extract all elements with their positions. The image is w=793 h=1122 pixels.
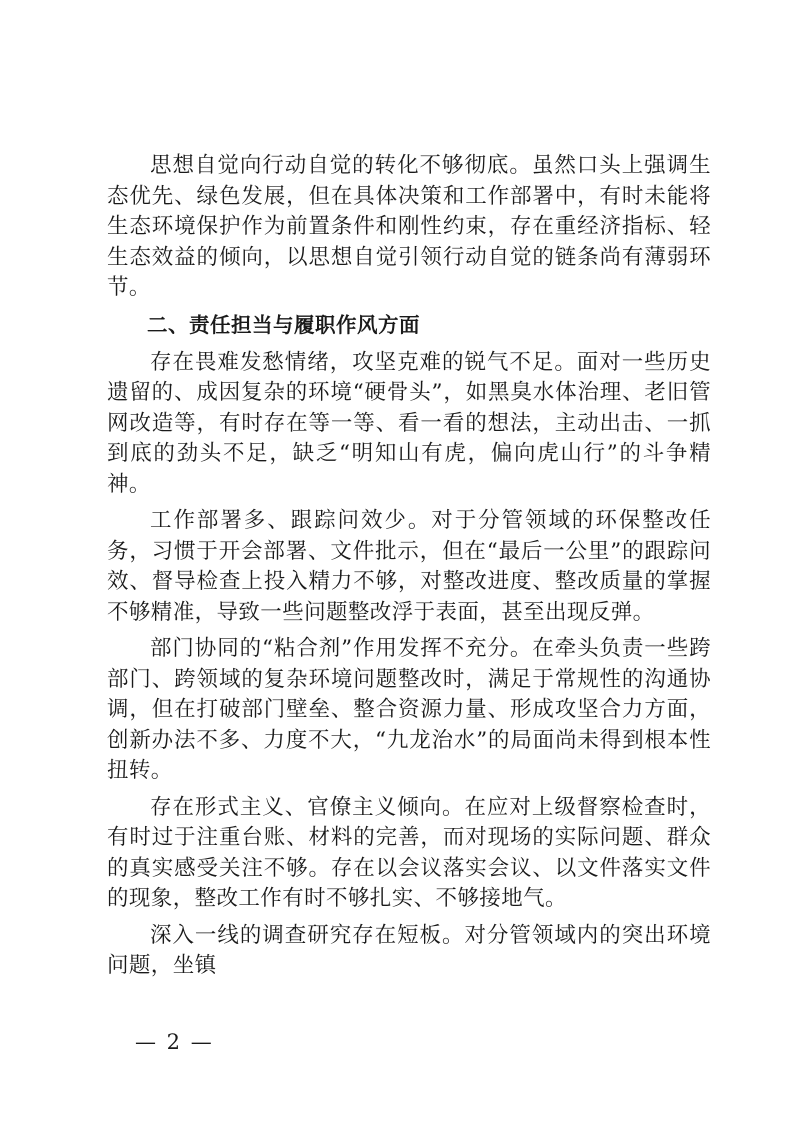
page-number: — 2 — — [135, 1030, 214, 1054]
paragraph-follow-up-weak: 工作部署多、跟踪问效少。对于分管领域的环保整改任务，习惯于开会部署、文件批示，但在“最后一公里”的跟踪问效、督导检查上投入精力不够，对整改进度、整改质量的掌握不够精准，导致一些问题整改浮于表面，甚至出现反弹。 — [107, 508, 711, 625]
paragraph-coordination: 部门协同的“粘合剂”作用发挥不充分。在牵头负责一些跨部门、跨领域的复杂环境问题整改时，满足于常规性的沟通协调，但在打破部门壁垒、整合资源力量、形成攻坚合力方面，创新办法不多、力度不大，“九龙治水”的局面尚未得到根本性扭转。 — [107, 636, 711, 783]
document-body — [107, 151, 711, 988]
section-heading-responsibility: 二、责任担当与履职作风方面 — [147, 312, 420, 337]
paragraph-formalism: 存在形式主义、官僚主义倾向。在应对上级督察检查时，有时过于注重台账、材料的完善，而对现场的实际问题、群众的真实感受关注不够。存在以会议落实会议、以文件落实文件的现象，整改工作有时不够扎实、不够接地气。 — [107, 794, 711, 911]
paragraph-fear-of-difficulty: 存在畏难发愁情绪，攻坚克难的锐气不足。面对一些历史遗留的、成因复杂的环境“硬骨头”，如黑臭水体治理、老旧管网改造等，有时存在等一等、看一看的想法，主动出击、一抓到底的劲头不足，缺乏“明知山有虎，偏向虎山行”的斗争精神。 — [107, 349, 711, 497]
paragraph-field-research: 深入一线的调查研究存在短板。对分管领域内的突出环境问题，坐镇 — [107, 922, 711, 978]
paragraph-thought-to-action: 思想自觉向行动自觉的转化不够彻底。虽然口头上强调生态优先、绿色发展，但在具体决策和工作部署中，有时未能将生态环境保护作为前置条件和刚性约束，存在重经济指标、轻生态效益的倾向，以思想自觉引领行动自觉的链条尚有薄弱环节。 — [107, 153, 711, 300]
